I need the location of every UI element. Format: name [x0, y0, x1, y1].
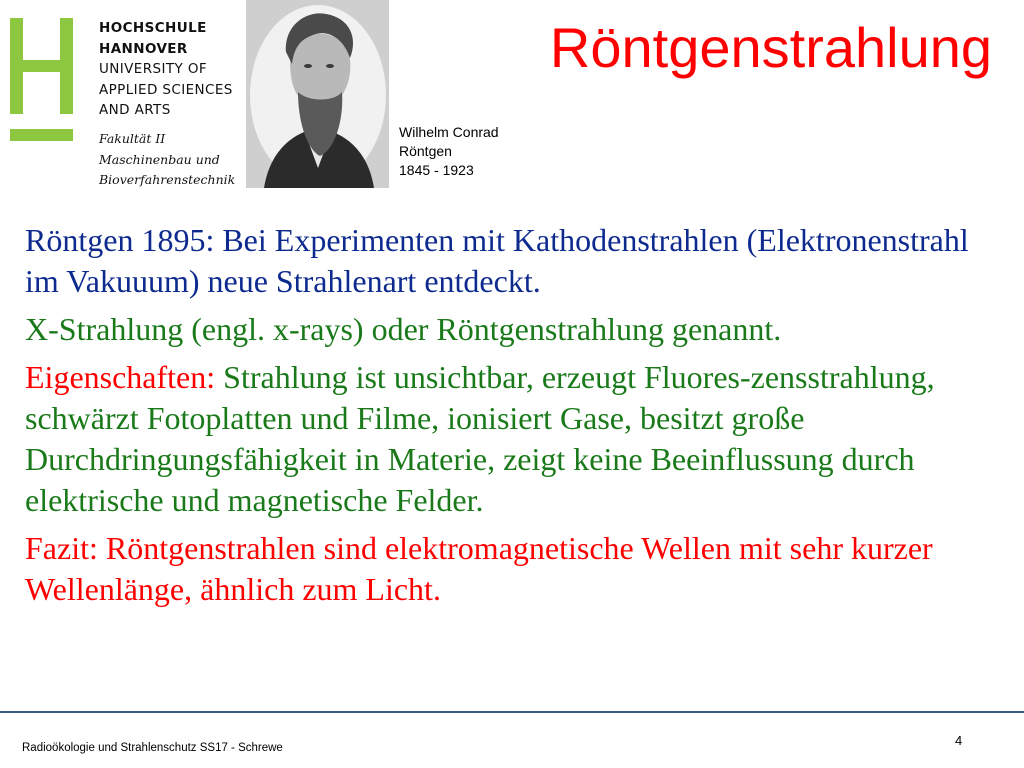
paragraph-naming: X-Strahlung (engl. x-rays) oder Röntgenstrahlung genannt. [25, 311, 782, 347]
paragraph-conclusion: Fazit: Röntgenstrahlen sind elektromagnetische Wellen mit sehr kurzer Wellenlänge, ähnlich zum Licht. [25, 530, 933, 607]
caption-line: Röntgen [399, 143, 452, 159]
caption-line: 1845 - 1923 [399, 162, 474, 178]
faculty-line: Bioverfahrenstechnik [99, 172, 236, 187]
faculty-line: Fakultät II [99, 131, 166, 146]
logo-h-icon [10, 18, 76, 146]
properties-text: Strahlung ist unsichtbar, erzeugt Fluores-zensstrahlung, schwärzt Fotoplatten und Filme, ionisiert Gase, besitzt große Durchdringungsfähigkeit in Materie, zeigt keine Beeinflussung durch elektrische und magnetische Felder. [25, 359, 935, 518]
university-logo [10, 18, 76, 146]
university-name-line: APPLIED SCIENCES [99, 81, 233, 98]
faculty-name [99, 129, 235, 191]
portrait-photo [246, 0, 389, 188]
footer-text: Radioökologie und Strahlenschutz SS17 - Schrewe [22, 742, 283, 754]
university-name [99, 18, 233, 121]
faculty-line: Maschinenbau und [99, 151, 220, 167]
properties-label: Eigenschaften: [25, 359, 216, 395]
caption-line: Wilhelm Conrad [399, 124, 499, 140]
university-name-line: HANNOVER [99, 40, 188, 57]
footer-divider [0, 711, 1024, 713]
page-number: 4 [955, 733, 963, 748]
paragraph-discovery [25, 220, 1010, 302]
portrait-caption [399, 123, 499, 180]
discovery-lead: Röntgen 1895 [25, 222, 206, 258]
portrait-illustration [246, 0, 389, 188]
slide-title: Röntgenstrahlung [549, 16, 992, 79]
paragraph-properties [25, 357, 1010, 521]
university-name-line: HOCHSCHULE [99, 20, 207, 36]
slide-body [25, 220, 1010, 617]
university-name-line: AND ARTS [99, 102, 171, 118]
discovery-text: : Bei Experimenten mit Kathodenstrahlen (Elektronenstrahl im Vakuuum) neue Strahlenart entdeckt. [25, 222, 969, 299]
university-name-line: UNIVERSITY OF [99, 61, 208, 77]
